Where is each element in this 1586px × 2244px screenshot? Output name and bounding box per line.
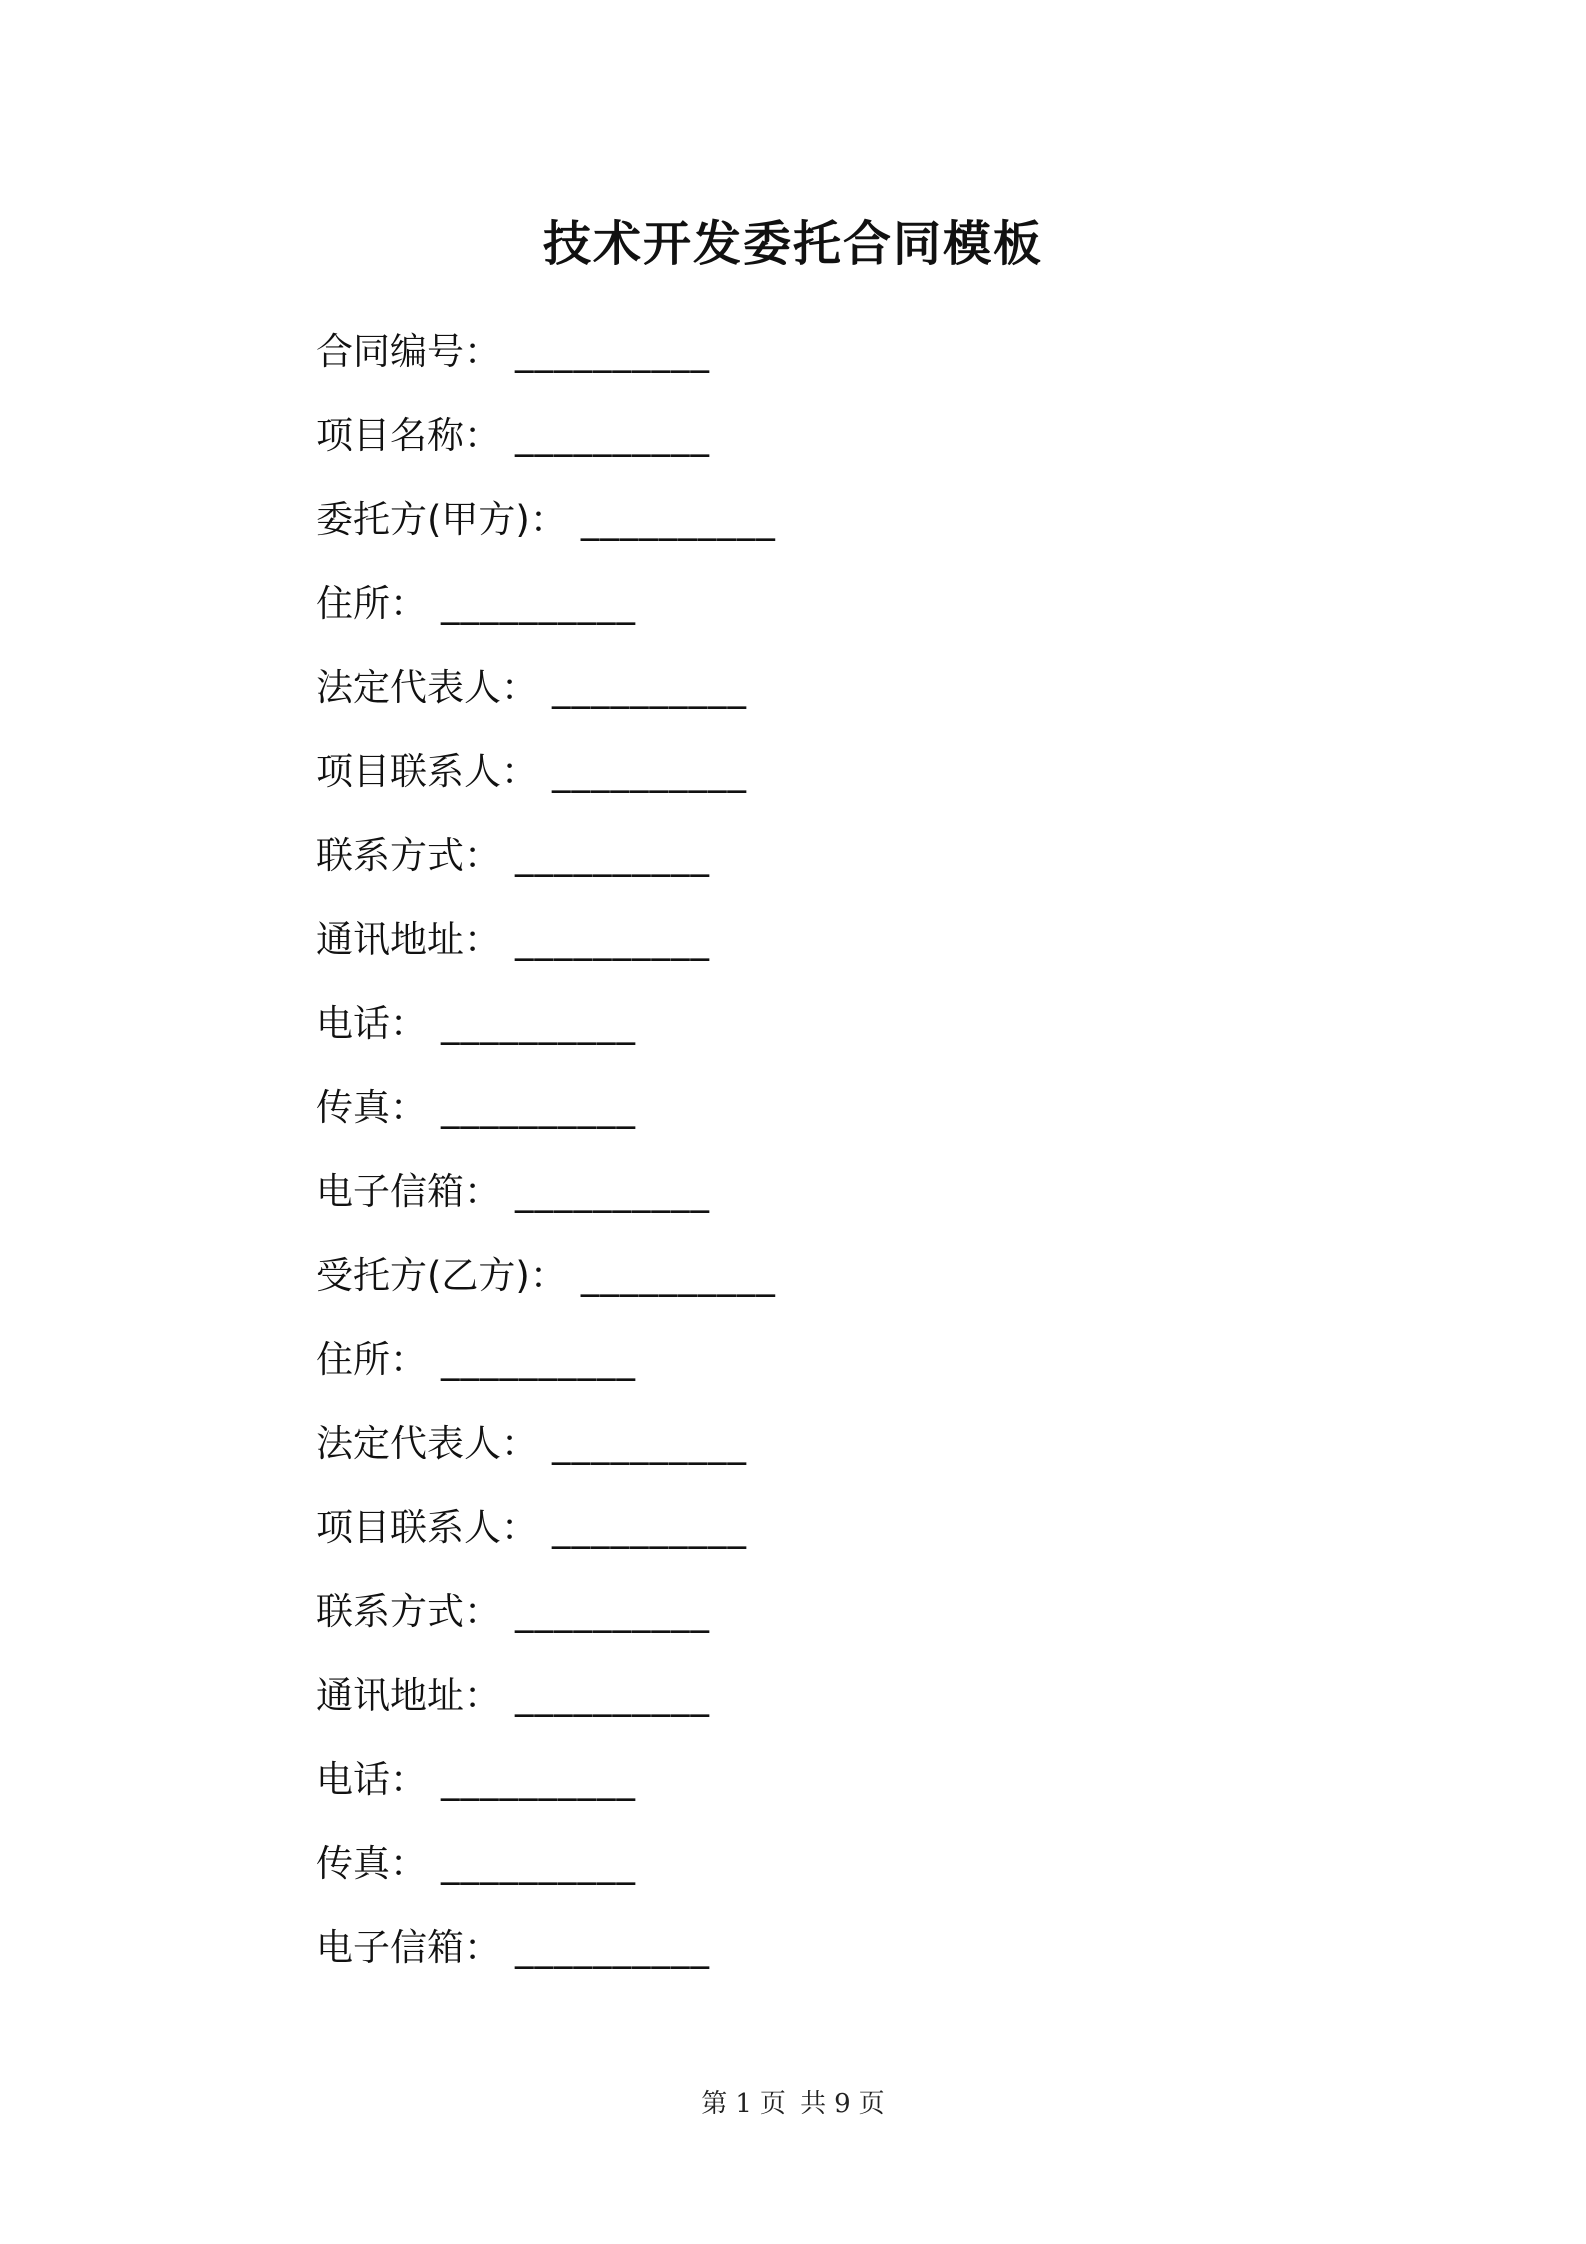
field-label: 电话	[316, 1758, 390, 1801]
field-blank-line: __________	[441, 1086, 636, 1129]
field-blank-line: __________	[515, 1926, 710, 1969]
footer-mid: 页 共	[759, 2089, 827, 2119]
field-blank-line: __________	[552, 750, 747, 793]
footer-prefix: 第	[701, 2089, 728, 2119]
footer-suffix: 页	[858, 2089, 885, 2119]
footer-total-pages: 9	[834, 2089, 851, 2119]
form-field-row	[316, 406, 776, 490]
form-field-row	[316, 574, 776, 658]
field-blank-line: __________	[515, 1674, 710, 1717]
form-field-row	[316, 1246, 776, 1330]
field-blank-line: __________	[515, 414, 710, 457]
form-field-row	[316, 1918, 776, 2002]
field-blank-line: __________	[441, 1338, 636, 1381]
field-blank-line: __________	[441, 1842, 636, 1885]
form-field-row	[316, 1414, 776, 1498]
field-blank-line: __________	[441, 1758, 636, 1801]
field-label: 传真	[316, 1842, 390, 1885]
form-field-row	[316, 826, 776, 910]
field-label: 法定代表人	[316, 1422, 501, 1465]
field-colon: ：	[464, 918, 501, 961]
form-field-row	[316, 1078, 776, 1162]
field-colon: ：	[464, 1170, 501, 1213]
field-colon: ：	[464, 834, 501, 877]
form-field-row	[316, 994, 776, 1078]
field-colon: ：	[464, 414, 501, 457]
field-blank-line: __________	[515, 1170, 710, 1213]
field-label: 法定代表人	[316, 666, 501, 709]
field-label: 委托方(甲方)	[316, 498, 530, 541]
field-blank-line: __________	[552, 1506, 747, 1549]
field-colon: ：	[390, 582, 427, 625]
field-blank-line: __________	[441, 582, 636, 625]
form-field-row	[316, 1582, 776, 1666]
field-colon: ：	[390, 1842, 427, 1885]
field-label: 项目名称	[316, 414, 464, 457]
field-blank-line: __________	[580, 1254, 776, 1297]
field-colon: ：	[501, 750, 538, 793]
field-label: 联系方式	[316, 1590, 464, 1633]
form-field-row	[316, 1162, 776, 1246]
form-field-row	[316, 1750, 776, 1834]
form-field-row	[316, 658, 776, 742]
form-field-row	[316, 1666, 776, 1750]
field-colon: ：	[529, 1254, 567, 1297]
form-field-row	[316, 910, 776, 994]
field-colon: ：	[390, 1758, 427, 1801]
form-field-row	[316, 1498, 776, 1582]
field-colon: ：	[390, 1002, 427, 1045]
field-colon: ：	[464, 1674, 501, 1717]
field-colon: ：	[501, 1422, 538, 1465]
field-blank-line: __________	[552, 1422, 747, 1465]
field-blank-line: __________	[515, 330, 710, 373]
field-colon: ：	[390, 1338, 427, 1381]
field-blank-line: __________	[580, 498, 776, 541]
form-field-row	[316, 1330, 776, 1414]
field-label: 传真	[316, 1086, 390, 1129]
field-colon: ：	[501, 666, 538, 709]
footer-page-number: 1	[735, 2089, 752, 2119]
field-label: 电话	[316, 1002, 390, 1045]
form-field-row	[316, 490, 776, 574]
page-footer	[0, 2084, 1586, 2124]
form-field-row	[316, 742, 776, 826]
field-colon: ：	[501, 1506, 538, 1549]
field-blank-line: __________	[515, 1590, 710, 1633]
field-label: 住所	[316, 1338, 390, 1381]
form-field-row	[316, 1834, 776, 1918]
field-label: 电子信箱	[316, 1926, 464, 1969]
field-blank-line: __________	[552, 666, 747, 709]
field-colon: ：	[464, 1590, 501, 1633]
field-colon: ：	[464, 330, 501, 373]
field-blank-line: __________	[515, 918, 710, 961]
field-colon: ：	[529, 498, 567, 541]
field-label: 项目联系人	[316, 1506, 501, 1549]
field-label: 住所	[316, 582, 390, 625]
field-label: 受托方(乙方)	[316, 1254, 530, 1297]
field-label: 电子信箱	[316, 1170, 464, 1213]
form-field-row	[316, 322, 776, 406]
field-list	[316, 322, 776, 2002]
field-label: 项目联系人	[316, 750, 501, 793]
document-title: 技术开发委托合同模板	[542, 216, 1043, 272]
field-label: 通讯地址	[316, 1674, 464, 1717]
field-label: 联系方式	[316, 834, 464, 877]
field-colon: ：	[464, 1926, 501, 1969]
field-blank-line: __________	[515, 834, 710, 877]
field-colon: ：	[390, 1086, 427, 1129]
field-label: 通讯地址	[316, 918, 464, 961]
field-blank-line: __________	[441, 1002, 636, 1045]
field-label: 合同编号	[316, 330, 464, 373]
